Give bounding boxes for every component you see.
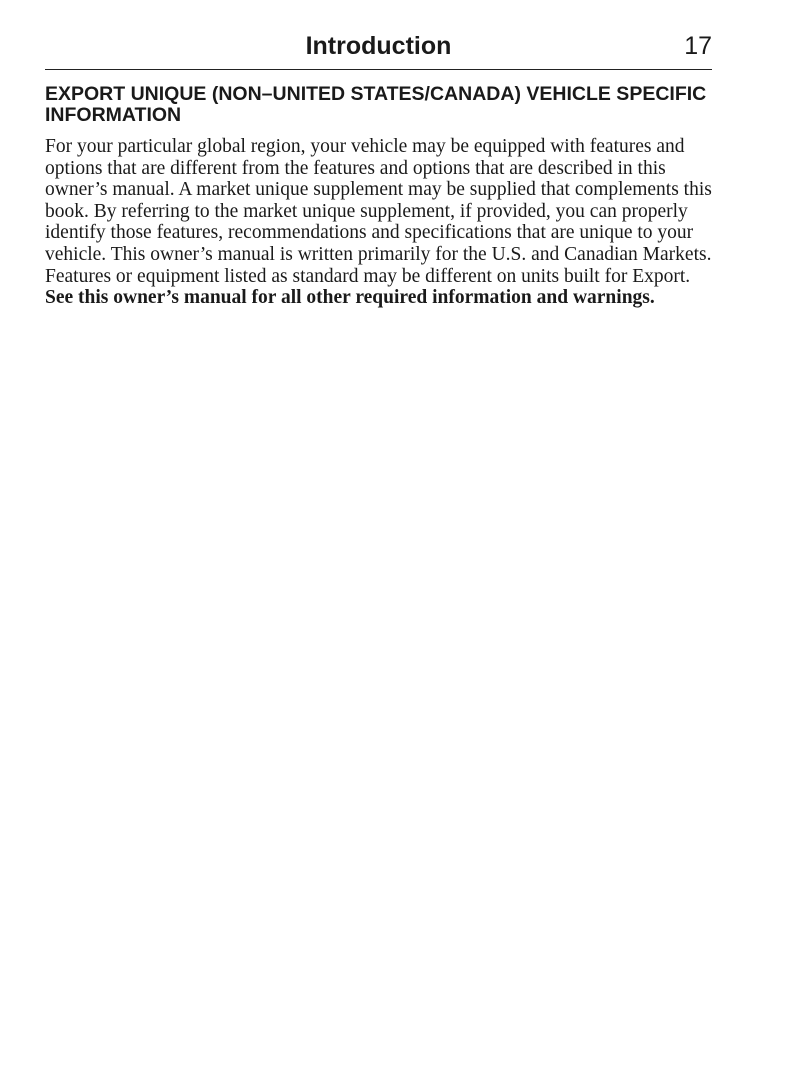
page-header [45, 0, 712, 70]
body-text: For your particular global region, your vehicle may be equipped with features and options that are different from the features and options that are described in this owner’s manual. A market unique supplement may be supplied that complements this book. By referring to the market unique supplement, if provided, you can properly identify those features, recommendations and specifications that are unique to your vehicle. This owner’s manual is written primarily for the U.S. and Canadian Markets. Features or equipment listed as standard may be different on units built for Export. [45, 136, 712, 287]
manual-page [45, 0, 712, 309]
body-paragraph [45, 136, 712, 309]
section-heading: EXPORT UNIQUE (NON–UNITED STATES/CANADA) VEHICLE SPECIFIC INFORMATION [45, 83, 707, 126]
page-number: 17 [684, 32, 712, 60]
section-title: Introduction [305, 32, 452, 60]
body-emphasis: See this owner’s manual for all other required information and warnings. [45, 287, 655, 309]
